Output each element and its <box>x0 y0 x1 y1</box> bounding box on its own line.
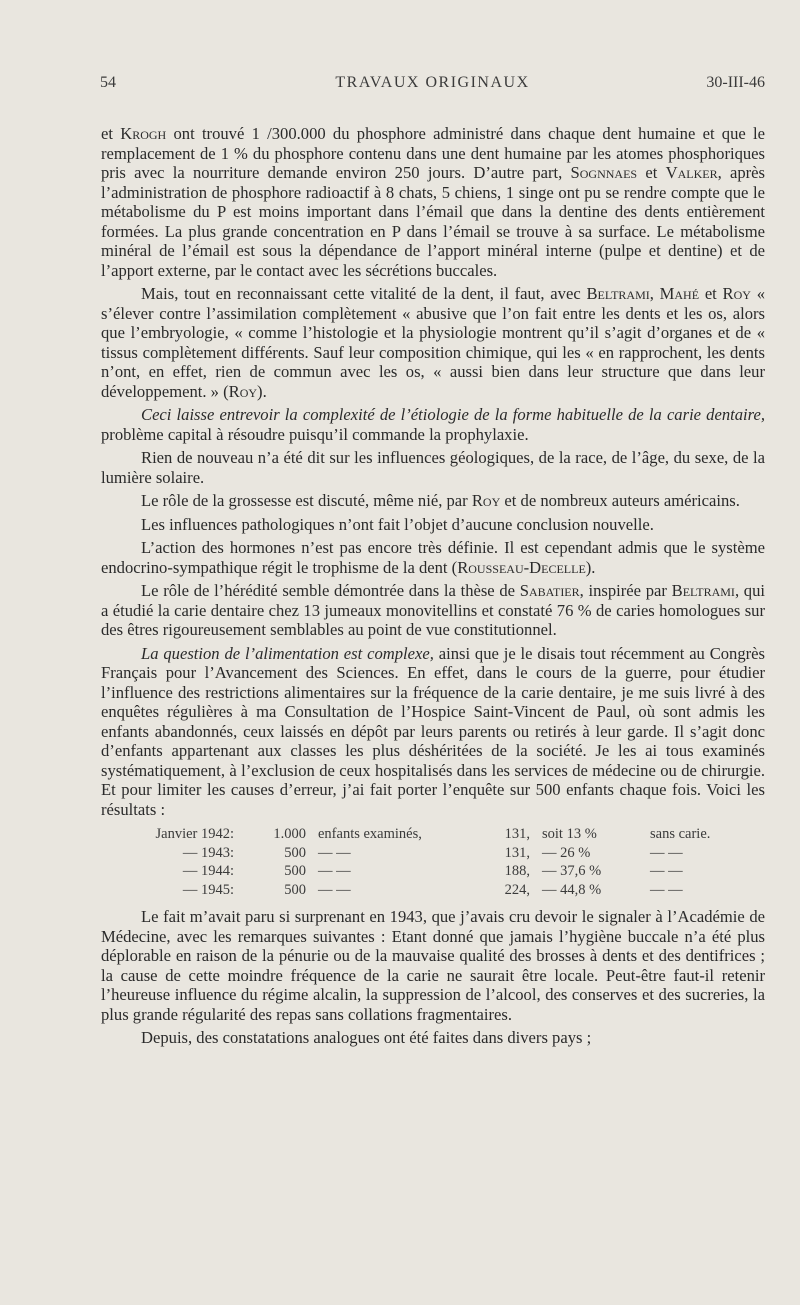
author-name: Beltrami <box>671 581 735 600</box>
text-run: Le rôle de l’hérédité semble démontrée dans la thèse de <box>141 581 520 600</box>
paragraphs-after-table <box>101 907 765 1048</box>
paragraph <box>101 1028 765 1048</box>
paragraph <box>101 448 765 487</box>
text-run: et <box>637 163 666 182</box>
table-cell: — 1945 <box>182 881 230 898</box>
paragraph <box>101 581 765 640</box>
text-run: , <box>649 284 660 303</box>
text-run: Mais, tout en reconnaissant cette vitalité de la dent, il faut, avec <box>141 284 587 303</box>
table-cell: — 44,8 % <box>542 881 602 898</box>
table-row <box>146 825 730 844</box>
table-cell: 500 <box>284 844 306 861</box>
author-name: Sabatier <box>519 581 580 600</box>
text-run: Depuis, des constatations analogues ont été faites dans divers pays ; <box>141 1028 592 1048</box>
author-name: Mahé <box>659 284 700 303</box>
table-cell: — 1944 <box>182 863 230 880</box>
table-cell: — — <box>650 844 683 861</box>
table-cell: 1.000 <box>273 826 306 842</box>
author-name: Roy <box>722 284 751 303</box>
paragraph <box>101 491 765 511</box>
paragraph <box>101 538 765 577</box>
author-name: Rousseau-Decelle <box>457 557 586 577</box>
table-cell: — 1943 <box>182 844 230 861</box>
text-run: « s’élever contre l’assimilation complètement « abusive que l’on fait entre les dents et les os, alors que l’embryologie, « comme l’histologie et la physiologie montrent qu’il s’agit d’organes et de « tissus complètement différents. Sauf leur composition chimique, qui les « en rapprochent, les dents n’ont, en effet, rien de commun avec les os, « aussi bien dans leur structure que dans leur développement. » ( <box>101 284 765 401</box>
text-run: Les influences pathologiques n’ont fait l’objet d’aucune conclusion nouvelle. <box>141 514 654 534</box>
text-run: Le fait m’avait paru si surprenant en 1943, que j’avais cru devoir le signaler à l’Académie de Médecine, avec les remarques suivantes : Etant donné que jamais l’hygiène buccale n’a été plus déplorable en raison de la pénurie ou de la mauvaise qualité des brosses à dents et des dentifrices ; la cause de cette moindre fréquence de la carie ne saurait être locale. Peut-être faut-il retenir l’heureuse influence du régime alcalin, la suppression de l’alcool, des conserves et des sucreries, la plus grande régularité des repas sans collations fragmentaires. <box>101 907 765 1024</box>
table-cell: 131, <box>504 826 530 842</box>
table-cell: enfants examinés, <box>318 826 422 842</box>
author-name: Roy <box>228 381 258 401</box>
table-cell: 188, <box>504 863 530 880</box>
table-cell: — — <box>650 881 683 898</box>
table-cell: — — <box>318 863 351 880</box>
author-name: Sognnaes <box>570 163 638 182</box>
italic-text: La question de l’alimentation est complexe, <box>141 643 434 663</box>
paragraph <box>101 907 765 1024</box>
text-run: ainsi que je le disais tout récemment au Congrès Français pour l’Avancement des Sciences. En effet, dans le cours de la guerre, pour étudier l’influence des restrictions alimentaires sur la fréquence de la carie dentaire, je me suis livré à des enquêtes régulières à ma Consultation de l’Hospice Saint-Vincent de Paul, où sont admis les enfants abandonnés, ceux laissés en dépôt par leurs parents ou retirés à leur garde. Il s’agit donc d’enfants appartenant aux classes les plus déshéritées de la société. Je les ai tous examinés systématiquement, à l’exclusion de ceux hospitalisés dans les services de médecine ou de chirurgie. Et pour limiter les causes d’erreur, j’ai fait porter l’enquête sur 500 enfants chaque fois. Voici les résultats : <box>101 643 766 819</box>
author-name: Krogh <box>120 124 167 143</box>
table-cell: : <box>230 863 235 880</box>
text-run: Le rôle de la grossesse est discuté, même nié, par <box>141 491 472 510</box>
table-cell: 131, <box>504 844 530 861</box>
running-title: TRAVAUX ORIGINAUX <box>335 74 530 91</box>
paragraph <box>101 644 765 820</box>
author-name: Beltrami <box>586 284 650 303</box>
table-row <box>146 862 730 881</box>
text-run: , inspirée par <box>579 581 672 600</box>
text-run: ont trouvé 1 /300.000 du phosphore administré dans chaque dent humaine et que le remplacement de 1 % du phosphore contenu dans une dent humaine par les atomes phosphoriques pris avec la nourriture demande environ 250 jours. D’autre part, <box>101 124 765 182</box>
table-cell: sans carie. <box>650 826 711 842</box>
paragraph <box>101 405 765 444</box>
table-row <box>146 881 730 900</box>
page-header <box>100 74 765 98</box>
table-cell: 500 <box>284 863 306 880</box>
text-run: Rien de nouveau n’a été dit sur les influences géologiques, de la race, de l’âge, du sexe, de la lumière solaire. <box>101 448 765 487</box>
table-cell: 500 <box>284 881 306 898</box>
text-run: , après l’administration de phosphore radioactif à 8 chats, 5 chiens, 1 singe ont pu se rendre compte que le métabolisme du P est moins important dans l’émail que dans la dentine des dents entièrement formées. La plus grande concentration en P dans l’émail se trouve à sa surface. Le métabolisme minéral de l’émail est sous la dépendance de l’apport minéral interne (pulpe et dentine) et de l’apport externe, par le contact avec les sécrétions buccales. <box>101 163 765 280</box>
text-run: problème capital à résoudre puisqu’il commande la prophylaxie. <box>101 424 529 444</box>
text-run: ). <box>585 557 596 577</box>
italic-text: Ceci laisse entrevoir la complexité de l’étiologie de la forme habituelle de la carie dentaire, <box>141 405 765 424</box>
paragraph <box>101 124 765 280</box>
text-run: et de nombreux auteurs américains. <box>500 491 740 510</box>
table-cell: — — <box>318 844 351 861</box>
text-run: L’action des hormones n’est pas encore très définie. Il est cependant admis que le système endocrino-sympathique régit le trophisme de la dent ( <box>101 538 765 577</box>
author-name: Valker <box>665 163 718 182</box>
body-text <box>101 124 765 1052</box>
paragraph <box>101 284 765 401</box>
table-cell: — 26 % <box>542 844 591 861</box>
table-cell: Janvier 1942 <box>155 826 230 842</box>
table-cell: soit 13 % <box>542 826 597 842</box>
table-cell: : <box>230 844 235 861</box>
table-cell: 224, <box>504 881 530 898</box>
author-name: Roy <box>471 491 501 510</box>
issue-date: 30-III-46 <box>706 74 765 91</box>
table-row <box>146 844 730 863</box>
text-run: , qui a étudié la carie dentaire chez 13 jumeaux monovitellins et constaté 76 % de caries homologues sur des êtres rigoureusement semblables au point de vue constitutionnel. <box>101 581 765 639</box>
table-cell: : <box>230 881 235 898</box>
text-run: et <box>101 124 121 143</box>
page-number: 54 <box>100 74 116 91</box>
table-cell: — 37,6 % <box>542 863 602 880</box>
table-cell: : <box>230 826 235 842</box>
paragraphs-before-table <box>101 124 765 819</box>
results-table <box>146 825 730 899</box>
paragraph <box>101 515 765 535</box>
table-cell: — — <box>650 863 683 880</box>
text-run: et <box>699 284 723 303</box>
table-cell: — — <box>318 881 351 898</box>
text-run: ). <box>257 381 267 401</box>
